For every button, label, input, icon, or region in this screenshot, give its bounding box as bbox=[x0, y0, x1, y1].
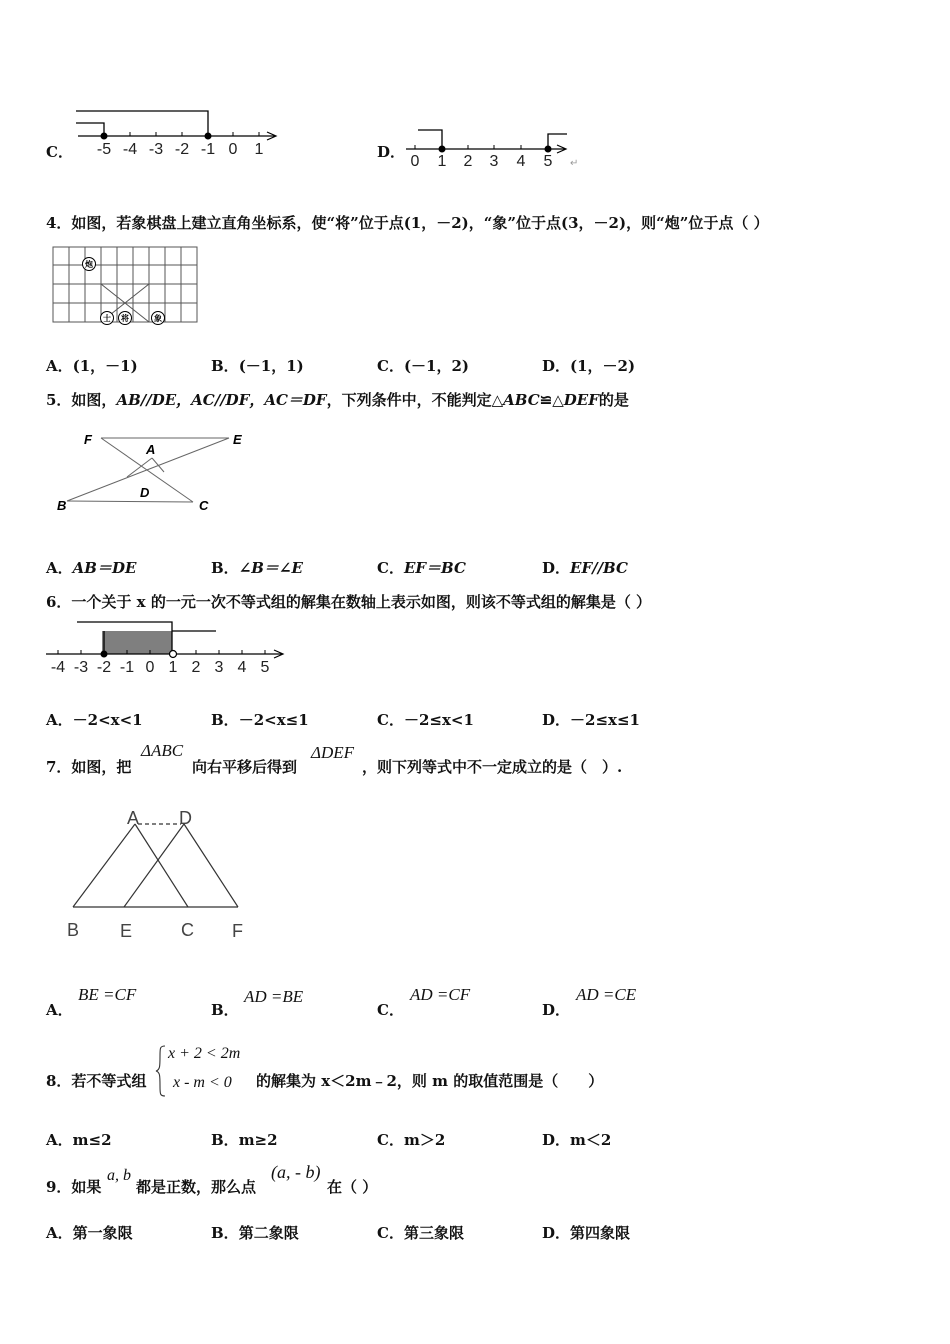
option-text: m＞2 bbox=[403, 1131, 446, 1149]
tick-label: 4 bbox=[516, 153, 526, 170]
q4-option-c[interactable] bbox=[377, 355, 469, 376]
stem-text: ，下列条件中，不能判定△ bbox=[326, 391, 504, 409]
q6-option-d[interactable] bbox=[542, 709, 640, 730]
label-c: C bbox=[199, 498, 209, 513]
q7-option-d-letter[interactable]: D． bbox=[542, 1001, 571, 1019]
q9-option-b[interactable] bbox=[211, 1222, 299, 1243]
q6-option-b[interactable] bbox=[211, 709, 309, 730]
label-e: E bbox=[233, 432, 242, 447]
option-text: 第二象限 bbox=[238, 1224, 299, 1242]
tick-label: 0 bbox=[410, 153, 420, 170]
option-text: －2<x≤1 bbox=[238, 711, 309, 729]
triangle-name: DEF bbox=[563, 391, 599, 409]
option-letter: C． bbox=[377, 711, 404, 729]
q8-inequality-2: x - m < 0 bbox=[173, 1074, 232, 1091]
stem-condition: AB//DE，AC//DF，AC＝DF bbox=[116, 391, 327, 409]
tick-label: -4 bbox=[50, 659, 66, 676]
q5-option-c[interactable] bbox=[377, 557, 466, 578]
q7-option-c-text: AD =CF bbox=[410, 985, 471, 1004]
tick-label: 0 bbox=[228, 141, 238, 158]
q8-option-a[interactable] bbox=[46, 1129, 112, 1150]
q3-option-d-number-line bbox=[402, 122, 582, 170]
tick-label: 4 bbox=[237, 659, 247, 676]
q8-stem-b: 的解集为 x＜2m﹣2，则 m 的取值范围是（ ） bbox=[256, 1072, 604, 1090]
q6-stem: 6．一个关于 x 的一元一次不等式组的解集在数轴上表示如图，则该不等式组的解集是（ ） bbox=[46, 593, 652, 611]
q3-option-c-letter[interactable]: C． bbox=[46, 143, 73, 161]
q4-stem: 4．如图，若象棋盘上建立直角坐标系，使“将”位于点(1，－2)，“象”位于点(3，－2)，则“炮”位于点（ ） bbox=[46, 214, 769, 232]
label-c: C bbox=[181, 920, 194, 940]
q9-option-c[interactable] bbox=[377, 1222, 464, 1243]
option-letter: D． bbox=[542, 1131, 571, 1149]
q7-option-c-letter[interactable]: C． bbox=[377, 1001, 404, 1019]
option-letter: C． bbox=[377, 357, 404, 375]
jiang-piece: 将 bbox=[121, 314, 129, 323]
q7-option-a-letter[interactable]: A． bbox=[46, 1001, 73, 1019]
tick-label: 3 bbox=[214, 659, 224, 676]
tick-label: 3 bbox=[489, 153, 499, 170]
option-letter: C． bbox=[377, 559, 404, 577]
label-b: B bbox=[57, 498, 67, 513]
option-text: ∠B＝∠E bbox=[238, 559, 303, 577]
label-d: D bbox=[140, 485, 150, 500]
tick-label: 5 bbox=[543, 153, 553, 170]
option-letter: B． bbox=[211, 1131, 239, 1149]
pao-piece: 炮 bbox=[85, 260, 93, 269]
option-text: －2≤x≤1 bbox=[570, 711, 640, 729]
option-letter: B． bbox=[211, 559, 239, 577]
label-f: F bbox=[232, 921, 243, 941]
label-a: A bbox=[146, 442, 156, 457]
option-letter: A． bbox=[46, 711, 73, 729]
q9-option-a[interactable] bbox=[46, 1222, 133, 1243]
option-text: EF＝BC bbox=[403, 559, 466, 577]
shi-piece: 士 bbox=[103, 314, 111, 323]
tick-label: 5 bbox=[260, 659, 270, 676]
tick-label: -2 bbox=[174, 141, 190, 158]
tick-label: 1 bbox=[254, 141, 264, 158]
q5-triangle-figure bbox=[52, 428, 252, 518]
option-letter: A． bbox=[46, 1224, 73, 1242]
option-letter: C． bbox=[377, 1224, 404, 1242]
option-text: EF//BC bbox=[570, 559, 628, 577]
label-f: F bbox=[84, 432, 92, 447]
option-letter: B． bbox=[211, 711, 239, 729]
tick-label: 2 bbox=[463, 153, 473, 170]
q7-option-b-letter[interactable]: B． bbox=[211, 1001, 239, 1019]
option-text: m≥2 bbox=[238, 1131, 278, 1149]
q5-option-b[interactable] bbox=[211, 557, 303, 578]
option-text: (－1，1) bbox=[238, 357, 304, 375]
q8-brace-icon bbox=[154, 1044, 168, 1098]
q8-stem-a: 8．若不等式组 bbox=[46, 1072, 147, 1090]
tick-label: 1 bbox=[437, 153, 447, 170]
triangle-name: ABC bbox=[503, 391, 540, 409]
option-text: AB＝DE bbox=[72, 559, 137, 577]
option-letter: A． bbox=[46, 1131, 73, 1149]
q4-option-a[interactable] bbox=[46, 355, 138, 376]
option-text: －2<x<1 bbox=[72, 711, 143, 729]
q5-option-a[interactable] bbox=[46, 557, 136, 578]
q9-vars: a, b bbox=[107, 1167, 131, 1184]
label-a: A bbox=[127, 808, 140, 828]
q7-option-d-text: AD =CE bbox=[576, 985, 637, 1004]
q7-stem-b: 向右平移后得到 bbox=[192, 758, 298, 776]
option-text: 第四象限 bbox=[570, 1224, 631, 1242]
tick-label: -3 bbox=[73, 659, 89, 676]
q4-option-d[interactable] bbox=[542, 355, 635, 376]
option-letter: D． bbox=[542, 711, 571, 729]
q5-option-d[interactable] bbox=[542, 557, 628, 578]
tick-label: 0 bbox=[145, 659, 155, 676]
label-b: B bbox=[67, 920, 80, 940]
q8-option-b[interactable] bbox=[211, 1129, 278, 1150]
option-text: m≤2 bbox=[72, 1131, 112, 1149]
q7-triangle-def: ΔDEF bbox=[311, 743, 355, 762]
option-text: 第三象限 bbox=[403, 1224, 464, 1242]
label-d: D bbox=[179, 808, 192, 828]
q9-point: (a, - b) bbox=[271, 1162, 321, 1182]
stem-text: 5．如图， bbox=[46, 391, 117, 409]
q8-inequality-1: x + 2 < 2m bbox=[168, 1045, 241, 1062]
tick-label: -4 bbox=[122, 141, 138, 158]
q7-option-a-text: BE =CF bbox=[78, 985, 137, 1004]
option-letter: B． bbox=[211, 1224, 239, 1242]
q3-option-d-letter[interactable]: D． bbox=[377, 143, 406, 161]
q6-option-a[interactable] bbox=[46, 709, 143, 730]
tick-label: -5 bbox=[96, 141, 112, 158]
tick-label: -1 bbox=[119, 659, 135, 676]
q4-chessboard-figure bbox=[50, 244, 200, 328]
q6-option-c[interactable] bbox=[377, 709, 474, 730]
tick-label: -2 bbox=[96, 659, 112, 676]
q5-stem bbox=[46, 389, 629, 410]
q6-number-line bbox=[44, 618, 289, 676]
option-letter: B． bbox=[211, 357, 239, 375]
q7-stem-a: 7．如图，把 bbox=[46, 758, 132, 776]
option-text: (1，－1) bbox=[72, 357, 138, 375]
q8-option-c[interactable] bbox=[377, 1129, 445, 1150]
option-text: 第一象限 bbox=[72, 1224, 133, 1242]
tick-label: 2 bbox=[191, 659, 201, 676]
option-letter: C． bbox=[377, 1131, 404, 1149]
option-letter: D． bbox=[542, 357, 571, 375]
tick-label: -3 bbox=[148, 141, 164, 158]
q9-option-d[interactable] bbox=[542, 1222, 630, 1243]
q9-stem-a: 9．如果 bbox=[46, 1178, 102, 1196]
q7-triangle-abc: ΔABC bbox=[141, 741, 184, 760]
option-letter: A． bbox=[46, 559, 73, 577]
q7-stem-c: ，则下列等式中不一定成立的是（ ）. bbox=[362, 758, 623, 776]
option-letter: D． bbox=[542, 559, 571, 577]
q9-stem-b: 都是正数，那么点 bbox=[136, 1178, 257, 1196]
option-letter: D． bbox=[542, 1224, 571, 1242]
q9-stem-c: 在（ ） bbox=[327, 1178, 378, 1196]
xiang-piece: 象 bbox=[154, 314, 162, 323]
return-mark-icon: ↵ bbox=[570, 158, 579, 169]
q7-translation-figure bbox=[60, 802, 255, 947]
tick-label: 1 bbox=[168, 659, 178, 676]
option-text: －2≤x<1 bbox=[403, 711, 474, 729]
option-text: (－1，2) bbox=[403, 357, 470, 375]
option-letter: A． bbox=[46, 357, 73, 375]
q8-option-d[interactable] bbox=[542, 1129, 611, 1150]
q3-option-c-number-line bbox=[70, 106, 285, 170]
q7-option-b-text: AD =BE bbox=[244, 987, 304, 1006]
q4-option-b[interactable] bbox=[211, 355, 304, 376]
option-text: (1，－2) bbox=[570, 357, 636, 375]
tick-label: -1 bbox=[200, 141, 216, 158]
congruent-symbol: ≌△ bbox=[539, 391, 564, 409]
label-e: E bbox=[120, 921, 133, 941]
stem-text: 的是 bbox=[598, 391, 629, 409]
option-text: m＜2 bbox=[570, 1131, 612, 1149]
